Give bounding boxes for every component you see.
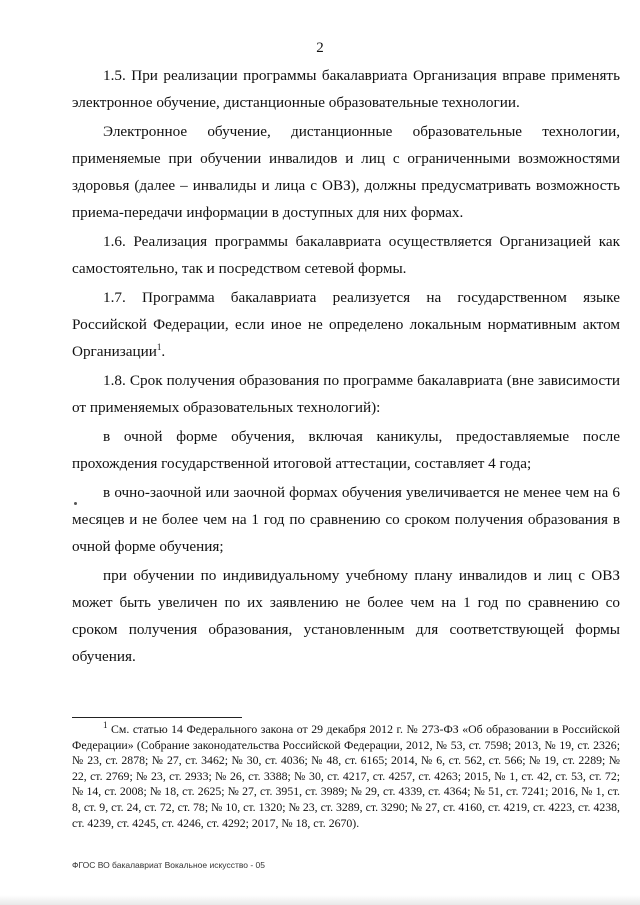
paragraph-1-7-text: 1.7. Программа бакалавриата реализуется на государственном языке Российской Федерации, если иное не определено локальным нормативным актом Организации — [72, 289, 620, 360]
footnote — [72, 722, 620, 831]
footnote-separator — [72, 717, 242, 718]
footnote-reference: 1 — [156, 341, 162, 352]
paragraph-part-time: в очно-заочной или заочной формах обучения увеличивается не менее чем на 6 месяцев и не более чем на 1 год по сравнению со сроком получения образования в очной форме обучения; — [72, 484, 620, 555]
paragraph-1-7: 1.7. Программа бакалавриата реализуется на государственном языке Российской Федерации, если иное не определено локальным нормативным актом Организации$^1$. — [72, 289, 620, 360]
paragraph-1-8: 1.8. Срок получения образования по программе бакалавриата (вне зависимости от применяемых образовательных технологий): — [72, 372, 620, 416]
paragraph-full-time: в очной форме обучения, включая каникулы, предоставляемые после прохождения государственной итоговой аттестации, составляет 4 года; — [72, 428, 620, 472]
paragraph-individual-plan: при обучении по индивидуальному учебному плану инвалидов и лиц с ОВЗ может быть увеличен по их заявлению не более чем на 1 год по сравнению со сроком получения образования, установленным для соответствующей формы обучения. — [72, 567, 620, 665]
page-footer: ФГОС ВО бакалавриат Вокальное искусство - 05 — [72, 860, 266, 870]
scan-artifact — [74, 502, 77, 505]
footnote-marker: 1 — [103, 720, 108, 731]
paragraph-distance-learning: Электронное обучение, дистанционные образовательные технологии, применяемые при обучении инвалидов и лиц с ограниченными возможностями здоровья (далее – инвалиды и лица с ОВЗ), должны предусматривать возможность приема-передачи информации в доступных для них формах. — [72, 123, 620, 221]
document-body — [72, 62, 620, 672]
page-number: 2 — [316, 40, 324, 56]
footnote-text: См. статью 14 Федерального закона от 29 декабря 2012 г. № 273-ФЗ «Об образовании в Российской Федерации» (Собрание законодательства Российской Федерации, 2012, № 53, ст. 7598; 2013, № 19, ст. 2326; № 23, ст. 2878; № 27, ст. 3462; № 30, ст. 4036; № 48, ст. 6165; 2014, № 6, ст. 562, ст. 566; № 19, ст. 2289; № 22, ст. 2769; № 23, ст. 2933; № 26, ст. 3388; № 30, ст. 4217, ст. 4257, ст. 4263; 2015, № 1, ст. 42, ст. 53, ст. 72; № 14, ст. 2008; № 18, ст. 2625; № 27, ст. 3951, ст. 3989; № 29, ст. 4339, ст. 4364; № 51, ст. 7241; 2016, № 1, ст. 8, ст. 9, ст. 24, ст. 72, ст. 78; № 10, ст. 1320; № 23, ст. 3289, ст. 3290; № 27, ст. 4160, ст. 4219, ст. 4223, ст. 4238, ст. 4239, ст. 4245, ст. 4246, ст. 4292; 2017, № 18, ст. 2670). — [72, 722, 620, 830]
paragraph-1-5: 1.5. При реализации программы бакалавриата Организация вправе применять электронное обучение, дистанционные образовательные технологии. — [72, 67, 620, 111]
paragraph-1-6: 1.6. Реализация программы бакалавриата осуществляется Организацией как самостоятельно, так и посредством сетевой формы. — [72, 233, 620, 277]
scan-bottom-edge — [0, 895, 640, 905]
